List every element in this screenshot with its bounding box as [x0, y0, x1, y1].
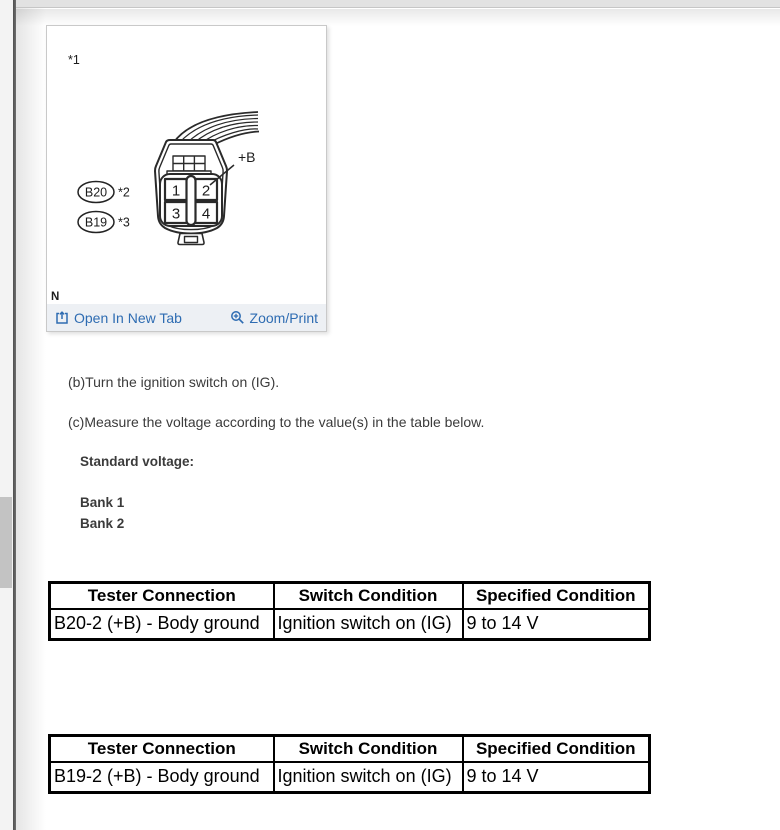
cell-specified-condition: 9 to 14 V	[463, 609, 650, 640]
cell-switch-condition: Ignition switch on (IG)	[274, 762, 463, 793]
left-scrollbar-thumb[interactable]	[0, 497, 12, 588]
header-tester-connection: Tester Connection	[50, 583, 274, 609]
header-switch-condition: Switch Condition	[274, 583, 463, 609]
pin-3-label: 3	[171, 205, 181, 223]
header-switch-condition: Switch Condition	[274, 736, 463, 762]
standard-voltage-heading: Standard voltage:	[80, 454, 195, 469]
connector-body	[155, 140, 227, 245]
top-toolbar-shadow	[0, 9, 780, 26]
step-b-text: (b)Turn the ignition switch on (IG).	[68, 374, 280, 390]
left-scrollbar-track	[0, 0, 13, 830]
top-toolbar-edge	[0, 0, 780, 8]
figure-toolbar	[47, 304, 326, 331]
cell-tester-connection: B19-2 (+B) - Body ground	[50, 762, 274, 793]
header-specified-condition: Specified Condition	[463, 736, 650, 762]
zoom-print-link[interactable]	[230, 310, 318, 326]
header-specified-condition: Specified Condition	[463, 583, 650, 609]
table-row	[50, 609, 650, 640]
open-in-new-tab-link[interactable]	[55, 310, 182, 326]
b19-note: *3	[118, 215, 130, 230]
orientation-label-n: N	[51, 291, 60, 303]
left-pane-divider	[13, 0, 16, 830]
bank-2-label: Bank 2	[80, 516, 125, 531]
zoom-print-icon	[230, 310, 245, 325]
connector-diagram	[47, 26, 326, 304]
plus-b-label: +B	[238, 149, 256, 165]
bank-1-label: Bank 1	[80, 495, 125, 510]
connector-code-b20	[78, 182, 114, 203]
pin-1-label: 1	[171, 182, 181, 200]
spec-table-bank2	[48, 734, 651, 794]
connector-code-b19	[78, 212, 114, 233]
cell-switch-condition: Ignition switch on (IG)	[274, 609, 463, 640]
header-tester-connection: Tester Connection	[50, 736, 274, 762]
b19-label: B19	[84, 215, 108, 230]
cell-tester-connection: B20-2 (+B) - Body ground	[50, 609, 274, 640]
figure-callout-1: *1	[68, 53, 80, 67]
open-in-new-tab-label: Open In New Tab	[74, 309, 182, 326]
table-row	[50, 762, 650, 793]
open-in-new-tab-icon	[55, 311, 69, 325]
content-left-shadow	[16, 0, 46, 830]
b20-label: B20	[84, 185, 108, 200]
pin-2-label: 2	[201, 182, 211, 200]
center-key-slot	[187, 176, 196, 225]
connector-figure-widget	[46, 25, 327, 332]
table-header-row	[50, 736, 650, 762]
step-c-text: (c)Measure the voltage according to the value(s) in the table below.	[68, 414, 485, 430]
zoom-print-label: Zoom/Print	[249, 309, 318, 326]
table-header-row	[50, 583, 650, 609]
spec-table-bank1	[48, 581, 651, 641]
pin-4-label: 4	[201, 205, 211, 223]
b20-note: *2	[118, 185, 130, 200]
cell-specified-condition: 9 to 14 V	[463, 762, 650, 793]
